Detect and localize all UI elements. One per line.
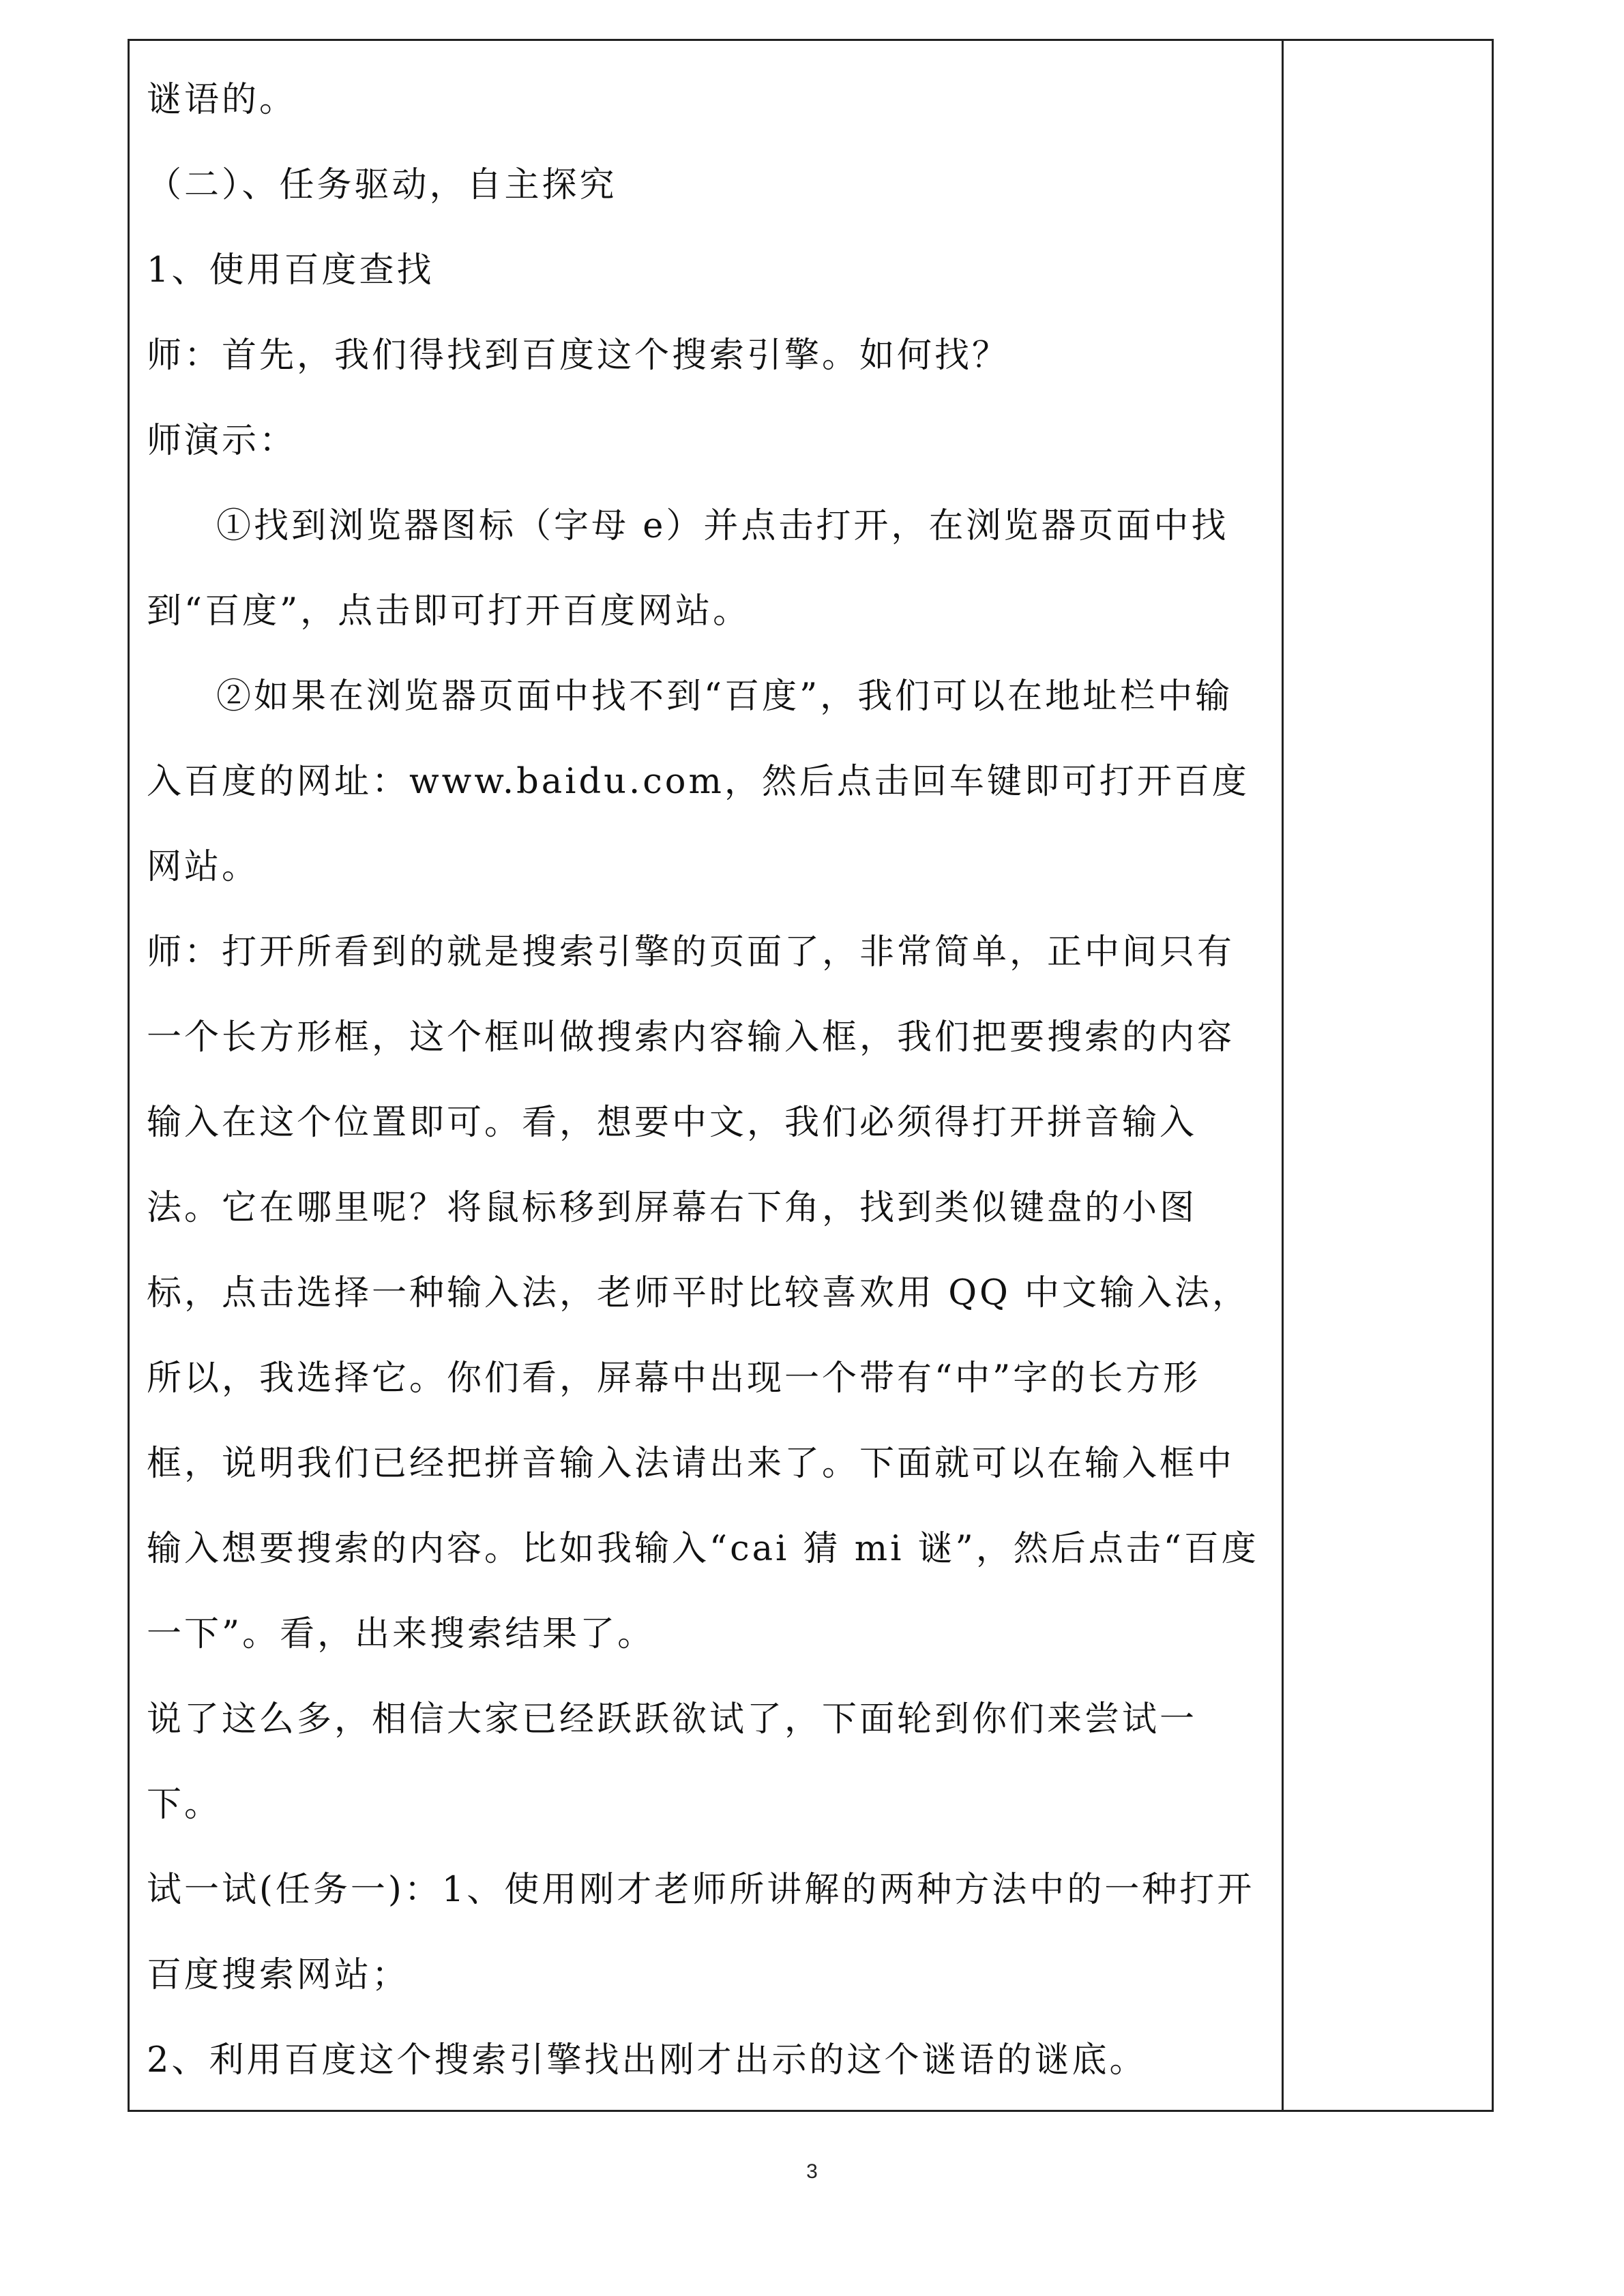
notes-cell (1284, 41, 1492, 2110)
paragraph-teacher-demo: 师演示： (147, 421, 297, 461)
paragraph-teacher-explain-search: 师：打开所看到的就是搜索引擎的页面了，非常简单，正中间只有一个长方形框，这个框叫做搜索内容输入框，我们把要搜索的内容输入在这个位置即可。看，想要中文，我们必须得打开拼音输入法。它在哪里呢？将鼠标移到屏幕右下角，找到类似键盘的小图标，点击选择一种输入法，老师平时比较喜欢用 QQ 中文输入法，所以，我选择它。你们看，屏幕中出现一个带有“中”字的长方形框，说明我们已经把拼音输入法请出来了。下面就可以在输入框中输入想要搜索的内容。比如我输入“cai 猜 mi 谜”，然后点击“百度一下”。看，出来搜索结果了。 (147, 932, 1259, 1654)
section-heading-task-driven: （二）、任务驱动，自主探究 (147, 165, 617, 205)
paragraph-task-one: 试一试(任务一)：1、使用刚才老师所讲解的两种方法中的一种打开百度搜索网站； (147, 1870, 1255, 1995)
paragraph-demo-step-1: ①找到浏览器图标（字母 e）并点击打开，在浏览器页面中找到“百度”，点击即可打开百度网站。 (147, 506, 1229, 631)
paragraph-task-one-item-2: 2、利用百度这个搜索引擎找出刚才出示的这个谜语的谜底。 (147, 2040, 1147, 2081)
paragraph-riddle-end: 谜语的。 (147, 80, 297, 120)
lesson-content-cell (147, 57, 1265, 2103)
paragraph-teacher-find-baidu: 师：首先，我们得找到百度这个搜索引擎。如何找？ (147, 336, 1010, 376)
paragraph-demo-step-2: ②如果在浏览器页面中找不到“百度”，我们可以在地址栏中输入百度的网址：www.baidu.com，然后点击回车键即可打开百度网站。 (147, 676, 1250, 887)
paragraph-transition: 说了这么多，相信大家已经跃跃欲试了，下面轮到你们来尝试一下。 (147, 1699, 1198, 1825)
page-number: 3 (806, 2160, 818, 2183)
step-heading-use-baidu: 1、使用百度查找 (147, 250, 434, 290)
lesson-table (128, 39, 1494, 2112)
